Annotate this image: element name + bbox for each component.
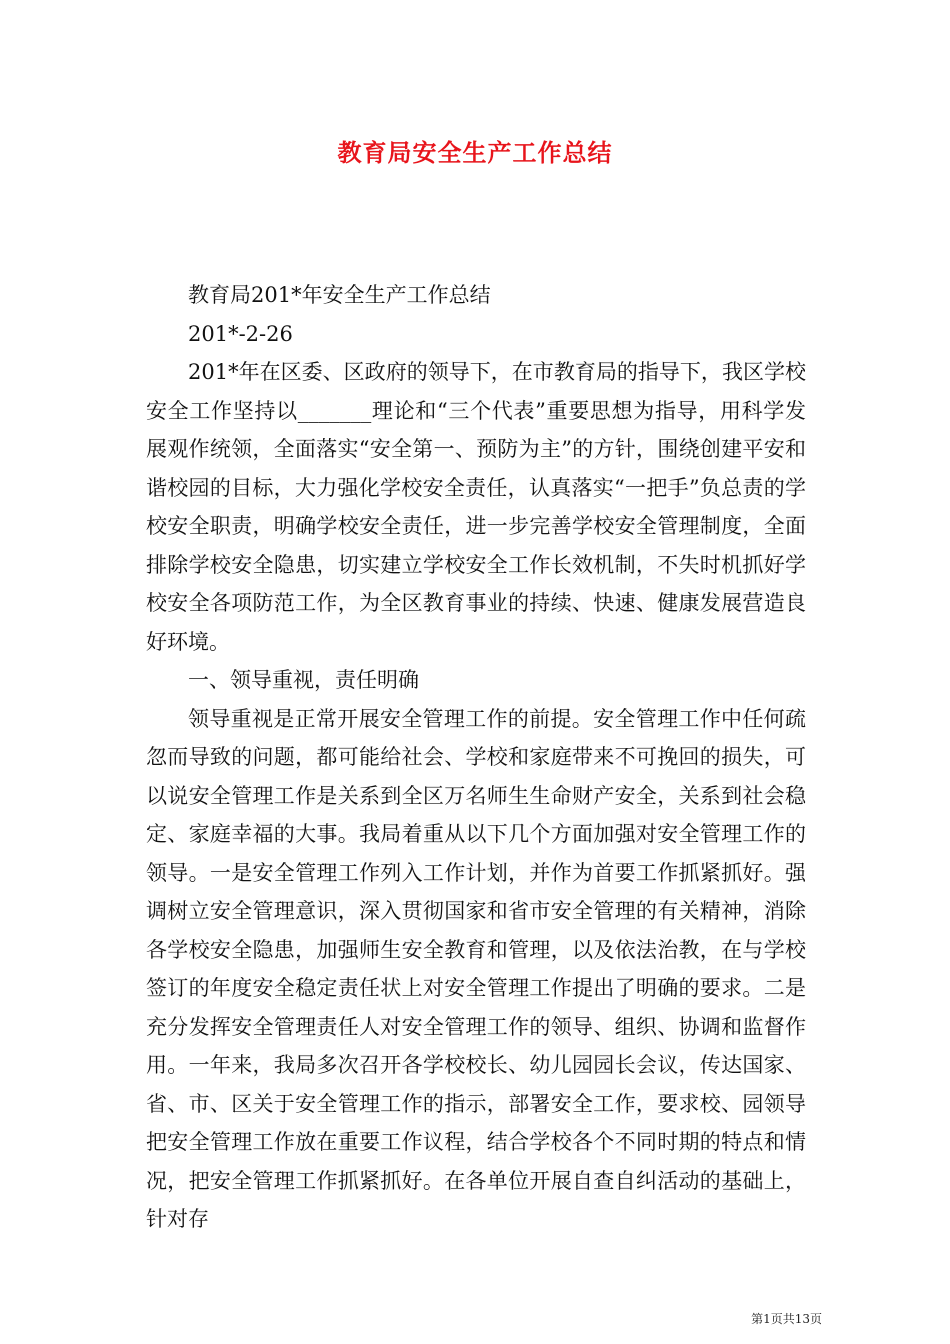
document-body: [146, 276, 806, 1239]
date-line: 201*-2-26: [188, 321, 293, 346]
page-number: 第1页共13页: [751, 1312, 822, 1326]
paragraph-1: 201*年在区委、区政府的领导下，在市教育局的指导下，我区学校安全工作坚持以_______理论和“三个代表”重要思想为指导，用科学发展观作统领，全面落实“安全第一、预防为主”的方针，围绕创建平安和谐校园的目标，大力强化学校安全责任，认真落实“一把手”负总责的学校安全职责，明确学校安全责任，进一步完善学校安全管理制度，全面排除学校安全隐患，切实建立学校安全工作长效机制，不失时机抓好学校安全各项防范工作，为全区教育事业的持续、快速、健康发展营造良好环境。: [146, 360, 806, 654]
document-title: 教育局安全生产工作总结: [337, 138, 613, 167]
subtitle-line: 教育局201*年安全生产工作总结: [188, 283, 491, 307]
section-heading-1: 一、领导重视，责任明确: [188, 668, 419, 692]
paragraph-2: 领导重视是正常开展安全管理工作的前提。安全管理工作中任何疏忽而导致的问题，都可能给社会、学校和家庭带来不可挽回的损失，可以说安全管理工作是关系到全区万名师生生命财产安全，关系到社会稳定、家庭幸福的大事。我局着重从以下几个方面加强对安全管理工作的领导。一是安全管理工作列入工作计划，并作为首要工作抓紧抓好。强调树立安全管理意识，深入贯彻国家和省市安全管理的有关精神，消除各学校安全隐患，加强师生安全教育和管理，以及依法治教，在与学校签订的年度安全稳定责任状上对安全管理工作提出了明确的要求。二是充分发挥安全管理责任人对安全管理工作的领导、组织、协调和监督作用。一年来，我局多次召开各学校校长、幼儿园园长会议，传达国家、省、市、区关于安全管理工作的指示，部署安全工作，要求校、园领导把安全管理工作放在重要工作议程，结合学校各个不同时期的特点和情况，把安全管理工作抓紧抓好。在各单位开展自查自纠活动的基础上，针对存: [146, 706, 806, 1231]
